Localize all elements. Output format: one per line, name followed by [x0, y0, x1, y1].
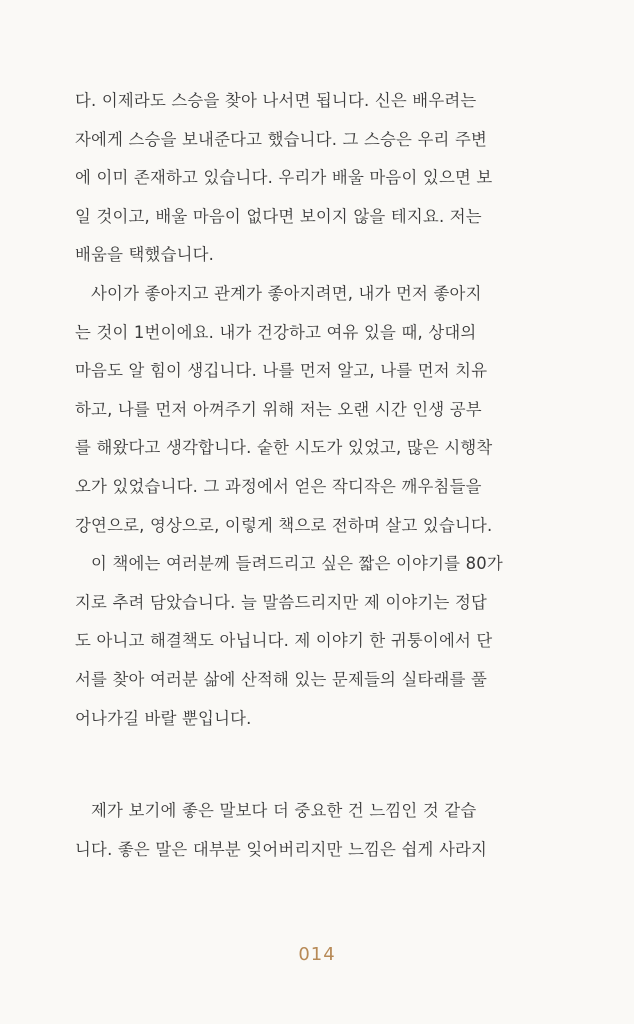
text-line: 니다. 좋은 말은 대부분 잊어버리지만 느낌은 쉽게 사라지 — [75, 839, 488, 859]
text-line: 강연으로, 영상으로, 이렇게 책으로 전하며 살고 있습니다. — [75, 515, 493, 535]
text-line: 도 아니고 해결책도 아닙니다. 제 이야기 한 귀퉁이에서 단 — [75, 631, 493, 651]
text-line: 배움을 택했습니다. — [75, 245, 215, 265]
paragraph-gap — [75, 738, 565, 792]
body-text — [75, 82, 565, 869]
text-line: 어나가길 바랄 뿐입니다. — [75, 708, 252, 728]
text-line: 제가 보기에 좋은 말보다 더 중요한 건 느낌인 것 같습 — [91, 801, 477, 821]
text-line: 마음도 알 힘이 생깁니다. 나를 먼저 알고, 나를 먼저 치유 — [75, 361, 488, 381]
text-line: 는 것이 1번이에요. 내가 건강하고 여유 있을 때, 상대의 — [75, 322, 477, 342]
text-line: 하고, 나를 먼저 아껴주기 위해 저는 오랜 시간 인생 공부 — [75, 399, 482, 419]
text-line: 일 것이고, 배울 마음이 없다면 보이지 않을 테지요. 저는 — [75, 206, 482, 226]
text-line: 오가 있었습니다. 그 과정에서 얻은 작디작은 깨우침들을 — [75, 476, 482, 496]
text-line: 지로 추려 담았습니다. 늘 말씀드리지만 제 이야기는 정답 — [75, 592, 488, 612]
text-line: 다. 이제라도 스승을 찾아 나서면 됩니다. 신은 배우려는 — [75, 91, 477, 110]
text-line: 를 해왔다고 생각합니다. 숱한 시도가 있었고, 많은 시행착 — [75, 438, 493, 458]
page-number: 014 — [298, 944, 336, 965]
text-line: 사이가 좋아지고 관계가 좋아지려면, 내가 먼저 좋아지 — [91, 283, 482, 303]
text-line: 에 이미 존재하고 있습니다. 우리가 배울 마음이 있으면 보 — [75, 168, 493, 188]
text-line: 이 책에는 여러분께 들려드리고 싶은 짧은 이야기를 80가 — [91, 554, 503, 574]
text-line: 서를 찾아 여러분 삶에 산적해 있는 문제들의 실타래를 풀 — [75, 669, 488, 689]
text-line: 자에게 스승을 보내준다고 했습니다. 그 스승은 우리 주변 — [75, 129, 488, 149]
